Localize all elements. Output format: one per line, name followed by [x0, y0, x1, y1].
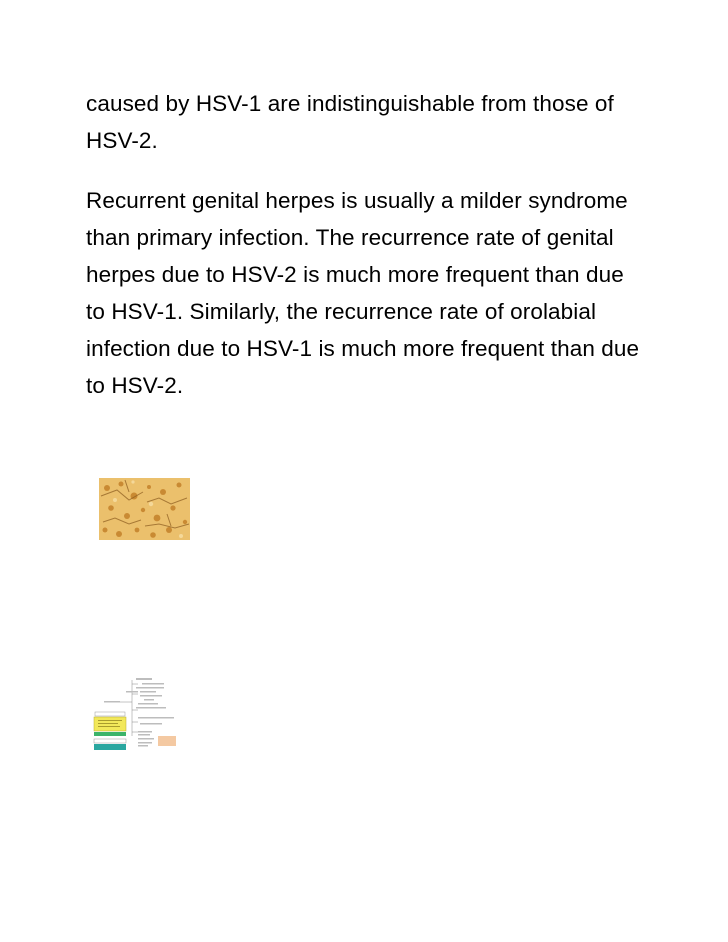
- paragraph-hsv-indistinguishable: caused by HSV-1 are indistinguishable from those of HSV-2.: [86, 91, 614, 153]
- micrograph-image: [99, 478, 190, 540]
- paragraph-recurrent-genital-herpes: Recurrent genital herpes is usually a milder syndrome than primary infection. The recurrence rate of genital herpes due to HSV-2 is much more frequent than due to HSV-1. Similarly, the recurrence rate of orolabial infection due to HSV-1 is much more frequent than due to HSV-2.: [86, 188, 640, 398]
- flowchart-diagram-image: [90, 676, 182, 752]
